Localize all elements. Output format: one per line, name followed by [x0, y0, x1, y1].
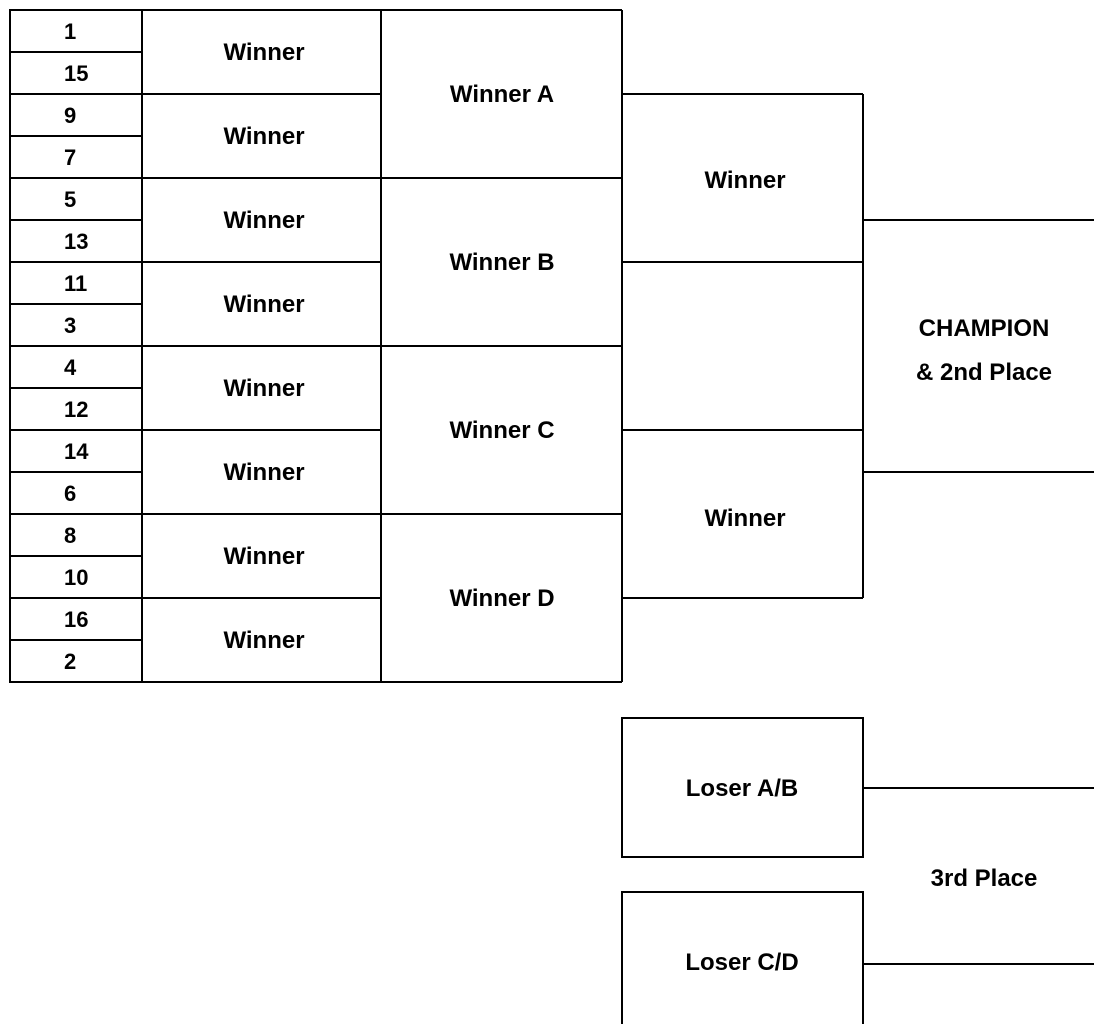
round2-column [142, 10, 381, 682]
seed-column [10, 10, 142, 682]
seed-label: 7 [64, 145, 77, 170]
final-column [863, 220, 1094, 472]
seed-label: 14 [64, 439, 89, 464]
round2-winner-label: Winner [223, 627, 305, 654]
seed-label: 10 [64, 565, 89, 590]
seed-label: 3 [64, 313, 77, 338]
round2-winner-label: Winner [223, 207, 305, 234]
semifinal-winner-label: Winner [704, 505, 786, 532]
round2-winner-label: Winner [223, 123, 305, 150]
round2-winner-label: Winner [223, 39, 305, 66]
seed-label: 6 [64, 481, 77, 506]
round3-winner-a-label: Winner A [449, 81, 555, 108]
seed-label: 1 [64, 19, 77, 44]
semifinal-column [622, 94, 863, 598]
seed-label: 9 [64, 103, 77, 128]
seed-label: 5 [64, 187, 77, 212]
seed-label: 2 [64, 649, 77, 674]
loser-ab-label: Loser A/B [685, 775, 799, 802]
third-place-label: 3rd Place [930, 865, 1038, 892]
seed-label: 12 [64, 397, 89, 422]
round3-winner-b-label: Winner B [449, 249, 555, 276]
round3-winner-c-label: Winner C [449, 417, 555, 444]
seed-label: 4 [64, 355, 77, 380]
seed-label: 16 [64, 607, 89, 632]
champion-label: CHAMPION [918, 315, 1050, 342]
loser-cd-label: Loser C/D [685, 949, 799, 976]
consolation-bracket [622, 718, 1094, 1024]
round3-winner-d-label: Winner D [449, 585, 555, 612]
round2-winner-label: Winner [223, 375, 305, 402]
seed-label: 11 [64, 271, 88, 296]
seed-label: 15 [64, 61, 89, 86]
round2-winner-label: Winner [223, 291, 305, 318]
round3-column [381, 10, 622, 682]
second-place-label: & 2nd Place [915, 359, 1053, 386]
round2-winner-label: Winner [223, 459, 305, 486]
seed-label: 8 [64, 523, 77, 548]
seed-label: 13 [64, 229, 89, 254]
semifinal-winner-label: Winner [704, 167, 786, 194]
round2-winner-label: Winner [223, 543, 305, 570]
